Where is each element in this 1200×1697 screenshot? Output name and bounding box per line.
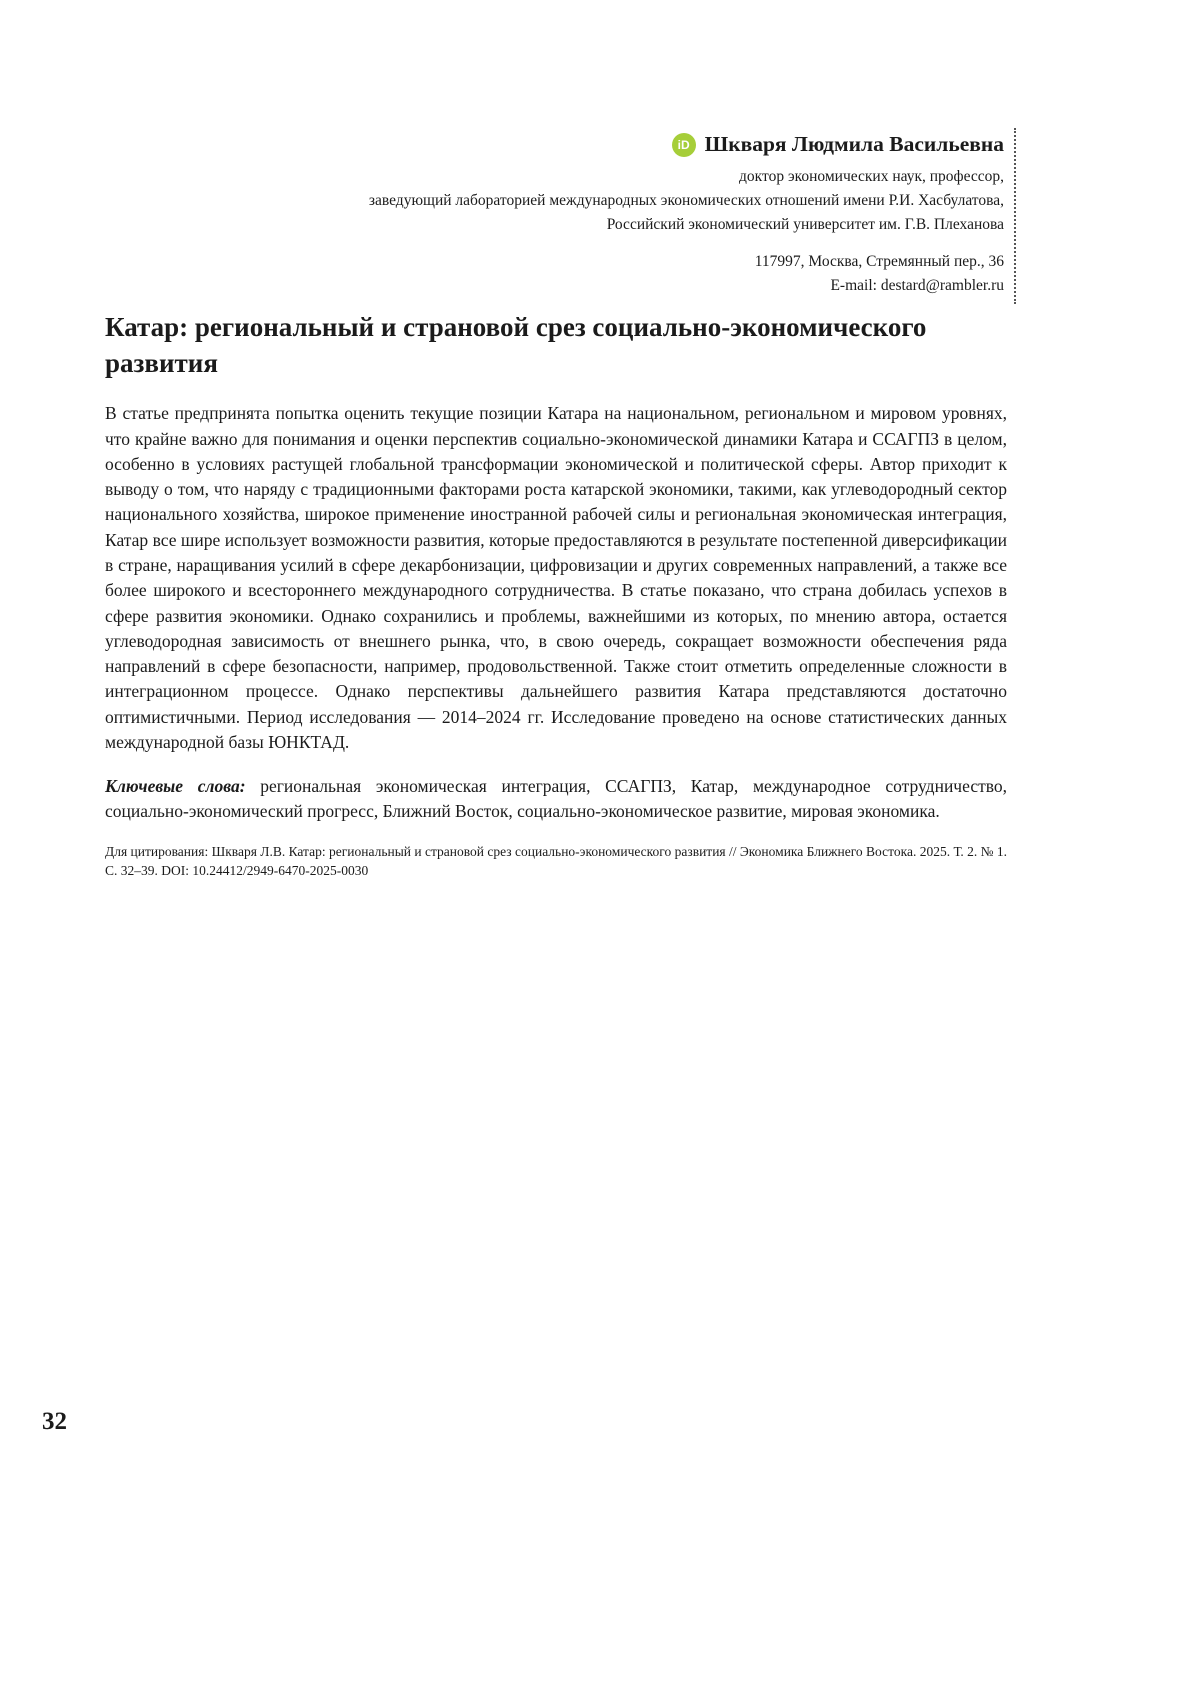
- author-position: заведующий лабораторией международных экономических отношений имени Р.И. Хасбулатова,: [368, 192, 1004, 209]
- citation-text: Шкваря Л.В. Катар: региональный и страновой срез социально-экономического развития // Экономика Ближнего Востока. 2025. Т. 2. № 1. С. 32–39. DOI: 10.24412/2949-6470-2025-0030: [105, 843, 1008, 879]
- author-email: E-mail: destard@rambler.ru: [830, 277, 1004, 294]
- author-block: [369, 128, 1016, 304]
- main-column: [105, 310, 1007, 881]
- author-affiliation: Российский экономический университет им. Г.В. Плеханова: [606, 216, 1004, 233]
- citation-label: Для цитирования:: [105, 843, 209, 859]
- page-number: 32: [42, 1408, 67, 1435]
- citation-block: [105, 842, 1007, 881]
- author-name: Шкваря Людмила Васильевна: [704, 132, 1004, 156]
- author-address: 117997, Москва, Стремянный пер., 36: [754, 253, 1004, 270]
- author-name-row: [369, 132, 1004, 157]
- abstract-text: В статье предпринята попытка оценить текущие позиции Катара на национальном, региональном и мировом уровнях, что крайне важно для понимания и оценки перспектив социально-экономической динамики Катара и ССАГПЗ в целом, особенно в условиях растущей глобальной трансформации экономической и политической сферы. Автор приходит к выводу о том, что наряду с традиционными факторами роста катарской экономики, такими, как углеводородный сектор национального хозяйства, широкое применение иностранной рабочей силы и региональная экономическая интеграция, Катар все шире использует возможности развития, которые предоставляются в результате постепенной диверсификации в стране, наращивания усилий в сфере декарбонизации, цифровизации и других современных направлений, а также все более широкого и всестороннего международного сотрудничества. В статье показано, что страна добилась успехов в сфере развития экономики. Однако сохранились и проблемы, важнейшими из которых, по мнению автора, остается углеводородная зависимость от внешнего рынка, что, в свою очередь, сокращает возможности обеспечения ряда направлений в сфере безопасности, например, продовольственной. Также стоит отметить определенные сложности в интеграционном процессе. Однако перспективы дальнейшего развития Катара представляются достаточно оптимистичными. Период исследования — 2014–2024 гг. Исследование проведено на основе статистических данных международной базы ЮНКТАД.: [105, 403, 1007, 752]
- keywords-block: [105, 774, 1007, 825]
- keywords-text: региональная экономическая интеграция, ССАГПЗ, Катар, международное сотрудничество, социально-экономический прогресс, Ближний Восток, социально-экономическое развитие, мировая экономика.: [105, 776, 1007, 822]
- keywords-label: Ключевые слова:: [105, 776, 246, 797]
- orcid-icon[interactable]: iD: [672, 133, 696, 157]
- author-degree: доктор экономических наук, профессор,: [739, 168, 1004, 185]
- article-title: Катар: региональный и страновой срез социально-экономического развития: [105, 312, 927, 378]
